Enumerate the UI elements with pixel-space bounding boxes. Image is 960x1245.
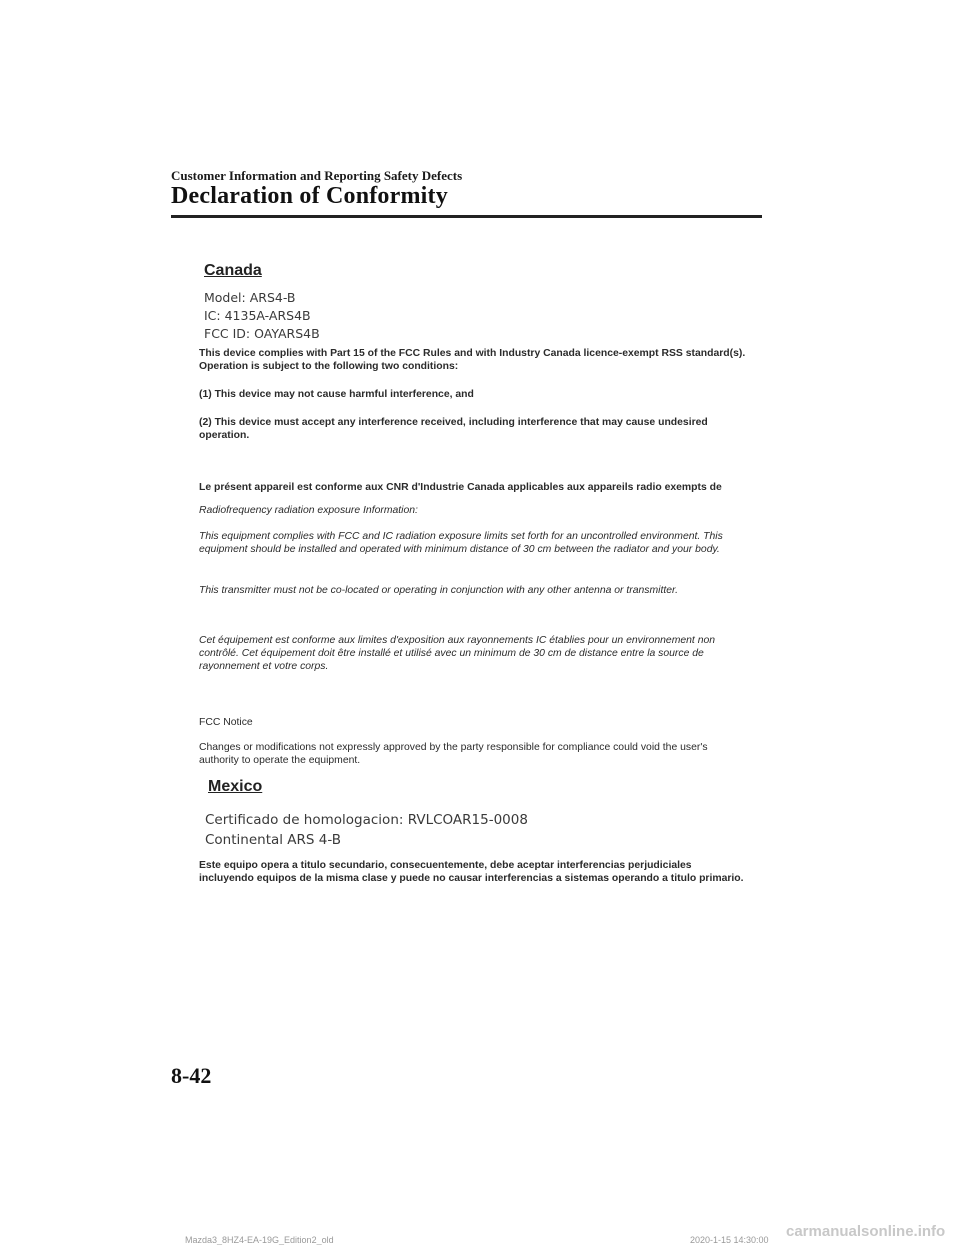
fcc-notice-text: Changes or modifications not expressly approved by the party responsible for compliance could void the user's authority to operate the equipment. bbox=[199, 742, 708, 766]
section-label: Customer Information and Reporting Safety Defects bbox=[171, 168, 463, 183]
canada-french-notice: Le présent appareil est conforme aux CNR d'Industrie Canada applicables aux appareils radio exempts de bbox=[199, 482, 722, 493]
canada-fcc-id: FCC ID: OAYARS4B bbox=[204, 326, 320, 341]
colocation-text: This transmitter must not be co-located or operating in conjunction with any other antenna or transmitter. bbox=[199, 585, 678, 596]
title-divider bbox=[171, 215, 762, 218]
mexico-product: Continental ARS 4-B bbox=[205, 832, 342, 848]
canada-model: Model: ARS4-B bbox=[204, 290, 296, 305]
canada-heading: Canada bbox=[204, 262, 262, 279]
canada-ic-number: IC: 4135A-ARS4B bbox=[204, 308, 311, 323]
canada-condition-2: (2) This device must accept any interference received, including interference that may cause undesired operation. bbox=[199, 417, 708, 441]
footer-timestamp: 2020-1-15 14:30:00 bbox=[690, 1235, 769, 1245]
canada-condition-1: (1) This device may not cause harmful interference, and bbox=[199, 389, 474, 400]
mexico-certificate: Certificado de homologacion: RVLCOAR15-0008 bbox=[205, 812, 528, 828]
page-number: 8-42 bbox=[171, 1063, 212, 1088]
mexico-notice: Este equipo opera a titulo secundario, consecuentemente, debe aceptar interferencias perjudiciales incluyendo equipos de la misma clase y puede no causar interferencias a sistemas operando a titulo primario. bbox=[199, 860, 744, 884]
mexico-heading: Mexico bbox=[208, 778, 263, 795]
rf-exposure-heading: Radiofrequency radiation exposure Information: bbox=[199, 505, 418, 516]
watermark: carmanualsonline.info bbox=[786, 1223, 946, 1240]
page-title: Declaration of Conformity bbox=[171, 183, 448, 209]
french-rf-text: Cet équipement est conforme aux limites d'exposition aux rayonnements IC établies pour un environnement non contrôlé. Cet équipement doit être installé et utilisé avec un minimum de 30 cm de distance entre la source de rayonnement et votre corps. bbox=[199, 635, 716, 672]
rf-exposure-text: This equipment complies with FCC and IC radiation exposure limits set forth for an uncontrolled environment. This equipment should be installed and operated with minimum distance of 30 cm between the radiator and your body. bbox=[199, 531, 723, 555]
fcc-notice-heading: FCC Notice bbox=[199, 717, 253, 728]
footer-file-info: Mazda3_8HZ4-EA-19G_Edition2_old bbox=[185, 1235, 334, 1245]
canada-compliance-text: This device complies with Part 15 of the FCC Rules and with Industry Canada licence-exempt RSS standard(s). Operation is subject to the following two conditions: bbox=[199, 348, 746, 372]
